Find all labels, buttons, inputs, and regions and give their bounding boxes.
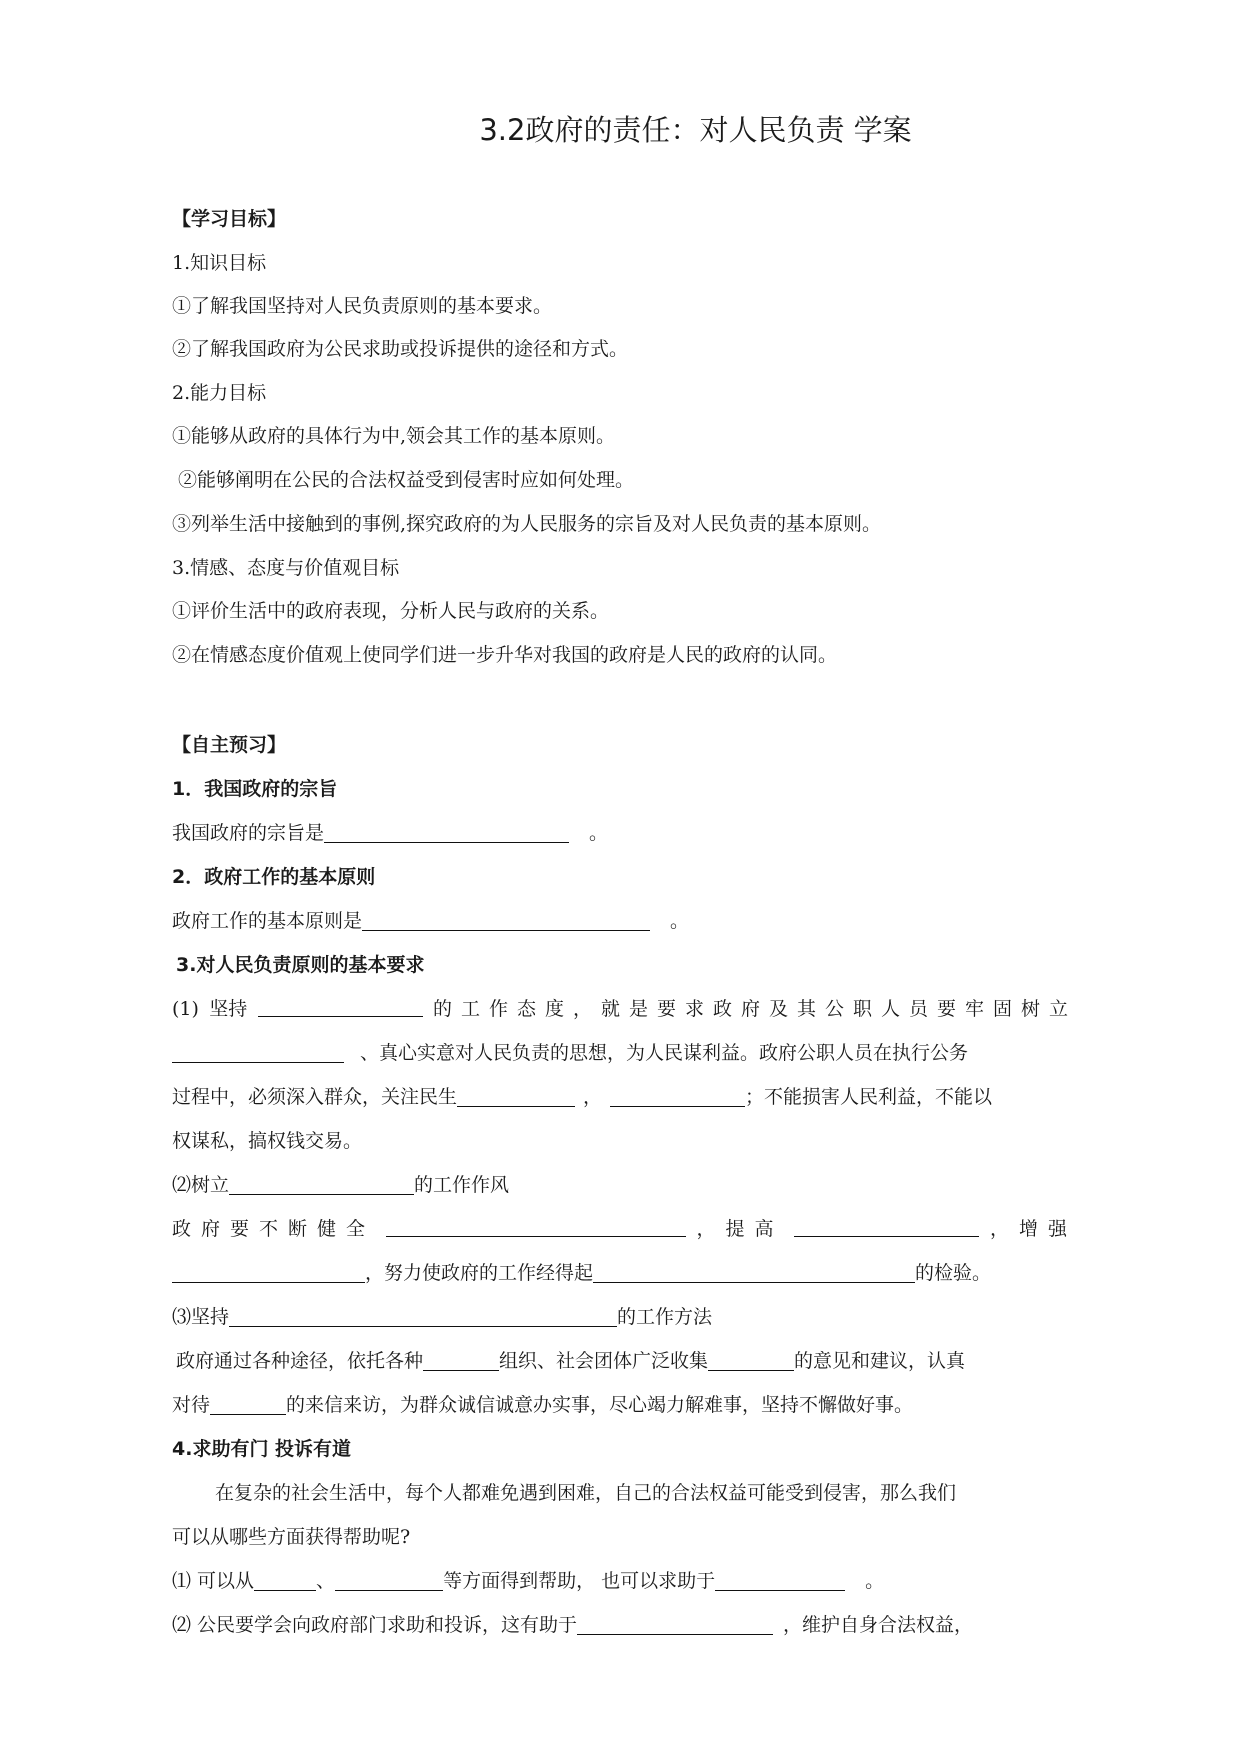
q3-3-jianchi: ⑶坚持 <box>172 1306 230 1328</box>
q2-blank[interactable] <box>362 910 650 931</box>
q4-1-period: 。 <box>865 1570 885 1592</box>
goals-heading: 【学习目标】 <box>172 208 287 230</box>
q1-title: 1．我国政府的宗旨 <box>172 778 338 800</box>
q3-1-blank-2[interactable] <box>172 1042 344 1063</box>
q3-1-text-1: 的工作态度，就是要求政府及其公职人员要牢固树立 <box>432 998 1077 1020</box>
ability-goal-3: ③列举生活中接触到的事例,探究政府的为人民服务的宗旨及对人民负责的基本原则。 <box>172 513 882 535</box>
q1-blank[interactable] <box>324 822 569 843</box>
q3-3-blank-1[interactable] <box>229 1306 617 1327</box>
q3-1-blank-4[interactable] <box>610 1086 745 1107</box>
q3-2-blank-2[interactable] <box>386 1216 686 1237</box>
q3-2-blank-1[interactable] <box>229 1174 414 1195</box>
q2-title: 2．政府工作的基本原则 <box>172 866 376 888</box>
q3-1-blank-3[interactable] <box>457 1086 575 1107</box>
q2-line <box>172 908 689 934</box>
q1-line <box>172 820 608 846</box>
q4-2-line <box>172 1612 973 1638</box>
q4-1-dun: 、 <box>316 1570 336 1592</box>
q3-2-zengqiang: ，增强 <box>989 1218 1077 1240</box>
q4-title: 4.求助有门 投诉有道 <box>172 1438 352 1460</box>
preview-heading: 【自主预习】 <box>172 734 287 756</box>
q4-paragraph-2: 可以从哪些方面获得帮助呢? <box>172 1526 411 1548</box>
q2-text: 政府工作的基本原则是 <box>172 910 363 932</box>
q3-2-blank-5[interactable] <box>593 1262 915 1283</box>
q3-2-blank-3[interactable] <box>794 1216 979 1237</box>
q4-1-line <box>172 1568 884 1594</box>
ability-goal-title: 2.能力目标 <box>172 382 267 404</box>
q3-1-line-4: 权谋私，搞权钱交易。 <box>172 1130 363 1152</box>
q4-1-text-1: ⑴ 可以从 <box>172 1570 255 1592</box>
q3-2-shuli: ⑵树立 <box>172 1174 230 1196</box>
emotion-goal-1: ①评价生活中的政府表现，分析人民与政府的关系。 <box>172 600 610 622</box>
q4-1-blank-1[interactable] <box>254 1570 316 1591</box>
q4-2-text-1: ⑵ 公民要学会向政府部门求助和投诉，这有助于 <box>172 1614 578 1636</box>
q3-1-text-4: ；不能损害人民利益，不能以 <box>745 1086 993 1108</box>
q3-3-text-4: 的来信来访，为群众诚信诚意办实事，尽心竭力解难事，坚持不懈做好事。 <box>286 1394 914 1416</box>
q1-text: 我国政府的宗旨是 <box>172 822 325 844</box>
emotion-goal-2: ②在情感态度价值观上使同学们进一步升华对我国的政府是人民的政府的认同。 <box>172 644 838 666</box>
knowledge-goal-title: 1.知识目标 <box>172 252 267 274</box>
q3-2-line-2 <box>172 1216 1077 1242</box>
q2-period: 。 <box>670 910 690 932</box>
q3-3-line-3 <box>172 1392 913 1418</box>
q4-paragraph-1: 在复杂的社会生活中，每个人都难免遇到困难，自己的合法权益可能受到侵害，那么我们 <box>215 1482 957 1504</box>
q3-1-comma: ， <box>583 1086 603 1108</box>
q3-3-blank-4[interactable] <box>210 1394 286 1415</box>
q4-2-text-2: ，维护自身合法权益， <box>783 1614 974 1636</box>
q4-2-blank-1[interactable] <box>577 1614 773 1635</box>
q3-1-line-2 <box>172 1040 968 1066</box>
q4-1-text-2: 等方面得到帮助， 也可以求助于 <box>443 1570 716 1592</box>
q3-2-style: 的工作作风 <box>414 1174 510 1196</box>
q3-3-blank-3[interactable] <box>708 1350 794 1371</box>
q3-1-line-1 <box>172 996 1077 1022</box>
q3-3-line-1 <box>172 1304 712 1330</box>
q3-3-line-2 <box>176 1348 965 1374</box>
q3-2-blank-4[interactable] <box>172 1262 365 1283</box>
q3-2-line-1 <box>172 1172 509 1198</box>
ability-goal-2: ②能够阐明在公民的合法权益受到侵害时应如何处理。 <box>178 469 635 491</box>
q3-1-blank-1[interactable] <box>258 996 423 1017</box>
q3-2-line-3 <box>172 1260 991 1286</box>
q3-2-tigao: ，提高 <box>696 1218 784 1240</box>
q3-2-text: ，努力使政府的工作经得起 <box>365 1262 594 1284</box>
knowledge-goal-2: ②了解我国政府为公民求助或投诉提供的途径和方式。 <box>172 338 629 360</box>
q4-1-blank-3[interactable] <box>715 1570 845 1591</box>
q3-1-num: (1) <box>172 998 199 1020</box>
q3-1-jianchi: 坚持 <box>209 998 248 1020</box>
q3-3-text-3: 的意见和建议，认真 <box>794 1350 966 1372</box>
q4-1-blank-2[interactable] <box>335 1570 443 1591</box>
page-title-text: 3.2政府的责任：对人民负责 学案 <box>479 113 912 147</box>
ability-goal-1: ①能够从政府的具体行为中,领会其工作的基本原则。 <box>172 425 616 447</box>
q3-title: 3.对人民负责原则的基本要求 <box>176 954 425 976</box>
page-title <box>0 108 1241 149</box>
q1-period: 。 <box>589 822 609 844</box>
q3-1-text-2: 、真心实意对人民负责的思想，为人民谋利益。政府公职人员在执行公务 <box>360 1042 969 1064</box>
q3-2-jianquan: 政府要不断健全 <box>172 1218 376 1240</box>
q3-3-text-2: 组织、社会团体广泛收集 <box>499 1350 709 1372</box>
q3-3-text-1: 政府通过各种途径，依托各种 <box>176 1350 424 1372</box>
q3-3-duidai: 对待 <box>172 1394 211 1416</box>
emotion-goal-title: 3.情感、态度与价值观目标 <box>172 557 400 579</box>
q3-1-line-3 <box>172 1084 992 1110</box>
q3-1-text-3: 过程中，必须深入群众，关注民生 <box>172 1086 458 1108</box>
q3-3-method: 的工作方法 <box>617 1306 713 1328</box>
knowledge-goal-1: ①了解我国坚持对人民负责原则的基本要求。 <box>172 295 553 317</box>
q3-2-test: 的检验。 <box>915 1262 992 1284</box>
q3-3-blank-2[interactable] <box>423 1350 499 1371</box>
